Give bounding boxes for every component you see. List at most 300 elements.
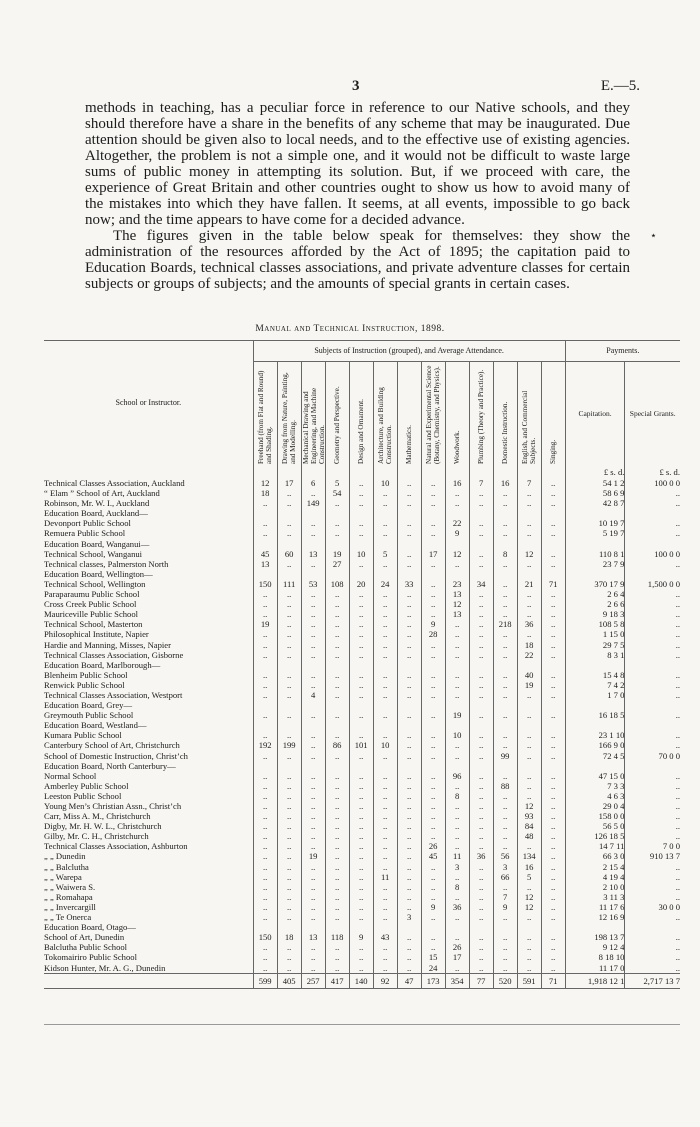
attendance-cell — [493, 660, 517, 670]
attendance-cell: .. — [277, 851, 301, 861]
attendance-cell: .. — [493, 771, 517, 781]
table-row — [44, 488, 680, 498]
attendance-cell: .. — [517, 740, 541, 750]
attendance-cell — [397, 539, 421, 549]
school-name: Digby, Mr. H. W. L., Christchurch — [44, 821, 162, 832]
attendance-cell — [277, 539, 301, 549]
attendance-cell: .. — [421, 478, 445, 488]
units-spacer — [421, 466, 445, 478]
school-name: Robinson, Mr. W. I., Auckland — [44, 498, 150, 509]
attendance-cell: .. — [373, 902, 397, 912]
paragraph: methods in teaching, has a peculiar force in reference to our Native schools, and they should therefore have a share in the benefits of any scheme that may be inaugurated. Due attention should be given also to local needs, and to the effective use of existing agencies. Altogether, the problem is not a simple one, and it would not be difficult to waste large sums of public money in attempting its solution. But, if we proceed with care, the experience of Great Britain and other countries ought to show us how to avoid many of the mistakes into which they have fallen. It seems, at all events, impossible to go back now; and the time appears to have come for a decided advance. — [85, 100, 630, 228]
attendance-cell: .. — [469, 528, 493, 538]
attendance-cell: .. — [517, 882, 541, 892]
attendance-cell: .. — [301, 942, 325, 952]
attendance-cell: .. — [445, 680, 469, 690]
attendance-cell: .. — [397, 862, 421, 872]
attendance-cell: .. — [493, 932, 517, 942]
attendance-cell: .. — [541, 801, 565, 811]
attendance-cell — [541, 660, 565, 670]
attendance-cell: 8 — [493, 549, 517, 559]
attendance-cell: 10 — [445, 730, 469, 740]
attendance-cell: .. — [469, 730, 493, 740]
units-row — [44, 466, 680, 478]
attendance-cell: .. — [373, 589, 397, 599]
units-spacer — [349, 466, 373, 478]
capitation-cell — [565, 508, 625, 518]
attendance-cell: .. — [349, 801, 373, 811]
attendance-cell — [541, 761, 565, 771]
attendance-cell — [301, 761, 325, 771]
attendance-cell: .. — [421, 488, 445, 498]
attendance-cell: .. — [397, 932, 421, 942]
attendance-cell: .. — [301, 963, 325, 974]
school-name: Gilby, Mr. C. H., Christchurch — [44, 831, 149, 842]
attendance-cell: .. — [253, 751, 277, 761]
attendance-cell: .. — [277, 710, 301, 720]
attendance-cell: .. — [397, 528, 421, 538]
attendance-cell: 43 — [373, 932, 397, 942]
school-name: Greymouth Public School — [44, 710, 134, 721]
attendance-cell: .. — [445, 781, 469, 791]
table-row — [44, 508, 680, 518]
attendance-cell: .. — [253, 690, 277, 700]
special-grant-cell: .. — [625, 882, 680, 892]
attendance-cell: .. — [373, 690, 397, 700]
bottom-rule — [44, 1024, 680, 1025]
attendance-cell: 5 — [517, 872, 541, 882]
attendance-cell — [469, 569, 493, 579]
units-spacer — [44, 466, 253, 478]
attendance-cell: .. — [397, 640, 421, 650]
attendance-cell — [325, 569, 349, 579]
attendance-cell: .. — [373, 650, 397, 660]
attendance-cell: .. — [325, 862, 349, 872]
attendance-cell: .. — [469, 862, 493, 872]
attendance-cell: .. — [397, 619, 421, 629]
attendance-cell: 10 — [373, 740, 397, 750]
attendance-cell: .. — [541, 912, 565, 922]
school-name: „ „ Balclutha — [44, 861, 89, 872]
attendance-cell: .. — [253, 912, 277, 922]
attendance-cell: .. — [277, 821, 301, 831]
attendance-cell: .. — [253, 599, 277, 609]
attendance-cell: .. — [421, 892, 445, 902]
attendance-cell: 17 — [277, 478, 301, 488]
special-grant-cell: .. — [625, 912, 680, 922]
attendance-cell: .. — [541, 680, 565, 690]
attendance-cell: .. — [253, 942, 277, 952]
attendance-cell: .. — [541, 609, 565, 619]
attendance-cell: .. — [493, 801, 517, 811]
attendance-cell: 9 — [445, 528, 469, 538]
attendance-cell: .. — [517, 942, 541, 952]
attendance-cell: .. — [277, 963, 301, 974]
attendance-cell: .. — [421, 680, 445, 690]
attendance-cell — [421, 761, 445, 771]
attendance-cell — [541, 508, 565, 518]
attendance-cell: .. — [277, 730, 301, 740]
attendance-cell: .. — [469, 751, 493, 761]
table-row — [44, 932, 680, 942]
attendance-cell: .. — [373, 862, 397, 872]
attendance-cell: .. — [349, 963, 373, 974]
attendance-cell — [469, 539, 493, 549]
attendance-cell: 12 — [253, 478, 277, 488]
attendance-cell: 12 — [517, 892, 541, 902]
attendance-cell: 23 — [445, 579, 469, 589]
school-name: Technical School, Wanganui — [44, 548, 143, 559]
attendance-cell: .. — [349, 781, 373, 791]
attendance-cell: .. — [397, 791, 421, 801]
attendance-cell: .. — [325, 912, 349, 922]
attendance-cell: .. — [493, 599, 517, 609]
attendance-cell: .. — [493, 740, 517, 750]
attendance-cell: 13 — [445, 589, 469, 599]
capitation-cell: 10 19 7 — [565, 518, 625, 528]
attendance-cell — [493, 922, 517, 932]
attendance-cell — [253, 508, 277, 518]
attendance-cell: .. — [517, 771, 541, 781]
attendance-cell: .. — [469, 609, 493, 619]
attendance-cell: .. — [301, 650, 325, 660]
attendance-cell: .. — [469, 821, 493, 831]
attendance-cell — [445, 660, 469, 670]
attendance-cell: .. — [421, 771, 445, 781]
attendance-cell — [469, 761, 493, 771]
capitation-cell: 11 17 0 — [565, 963, 625, 974]
attendance-cell: 18 — [277, 932, 301, 942]
capitation-total: 1,918 12 1 — [565, 973, 625, 988]
special-grant-cell: .. — [625, 771, 680, 781]
attendance-cell: 9 — [421, 902, 445, 912]
attendance-cell: .. — [397, 781, 421, 791]
capitation-cell: 5 19 7 — [565, 528, 625, 538]
attendance-cell: .. — [541, 629, 565, 639]
attendance-cell: .. — [277, 771, 301, 781]
units-spacer — [397, 466, 421, 478]
attendance-cell: .. — [301, 589, 325, 599]
attendance-cell: .. — [373, 801, 397, 811]
attendance-cell: .. — [301, 882, 325, 892]
school-name: Young Men’s Christian Assn., Christ’ch — [44, 801, 182, 811]
attendance-cell: .. — [469, 831, 493, 841]
attendance-cell: .. — [253, 831, 277, 841]
attendance-cell: 6 — [301, 478, 325, 488]
table-row — [44, 609, 680, 619]
attendance-cell — [445, 700, 469, 710]
attendance-cell: .. — [541, 640, 565, 650]
attendance-cell: .. — [349, 791, 373, 801]
attendance-cell: .. — [253, 791, 277, 801]
attendance-cell: 12 — [445, 549, 469, 559]
special-grant-cell: .. — [625, 942, 680, 952]
attendance-cell: .. — [349, 872, 373, 882]
attendance-cell: .. — [349, 650, 373, 660]
table-title: Manual and Technical Instruction, 1898. — [255, 324, 445, 334]
attendance-cell: 108 — [325, 579, 349, 589]
capitation-cell: 56 5 0 — [565, 821, 625, 831]
attendance-cell — [349, 700, 373, 710]
attendance-cell: .. — [541, 771, 565, 781]
attendance-cell: 19 — [325, 549, 349, 559]
attendance-cell: .. — [469, 640, 493, 650]
attendance-cell: .. — [325, 781, 349, 791]
attendance-cell: .. — [517, 730, 541, 740]
attendance-cell: .. — [517, 912, 541, 922]
attendance-cell: .. — [325, 518, 349, 528]
attendance-cell: .. — [301, 751, 325, 761]
attendance-cell: 15 — [421, 952, 445, 962]
attendance-cell: .. — [349, 670, 373, 680]
capitation-cell: 14 7 11 — [565, 841, 625, 851]
attendance-cell: .. — [325, 801, 349, 811]
attendance-cell — [349, 508, 373, 518]
attendance-cell — [301, 508, 325, 518]
attendance-cell: .. — [373, 892, 397, 902]
attendance-cell — [349, 922, 373, 932]
school-name: Education Board, Otago— — [44, 922, 136, 933]
attendance-cell: .. — [349, 488, 373, 498]
school-name: „ „ Romahapa — [44, 891, 93, 902]
units-spacer — [517, 466, 541, 478]
attendance-cell: .. — [277, 589, 301, 599]
attendance-cell: .. — [397, 498, 421, 508]
attendance-cell: .. — [517, 781, 541, 791]
attendance-cell: .. — [349, 710, 373, 720]
attendance-cell — [253, 660, 277, 670]
capitation-cell: 16 18 5 — [565, 710, 625, 720]
attendance-cell: .. — [469, 912, 493, 922]
attendance-cell — [373, 569, 397, 579]
attendance-cell — [301, 720, 325, 730]
attendance-cell: .. — [541, 730, 565, 740]
special-grant-cell: .. — [625, 791, 680, 801]
school-name: „ „ Te Onerca — [44, 912, 92, 923]
attendance-cell — [325, 922, 349, 932]
attendance-cell — [277, 660, 301, 670]
attendance-cell: .. — [517, 841, 541, 851]
attendance-cell: .. — [277, 862, 301, 872]
school-name: Tokomairiro Public School — [44, 952, 137, 963]
school-name: Hardie and Manning, Misses, Napier — [44, 639, 171, 650]
special-grant-cell — [625, 508, 680, 518]
attendance-cell: .. — [349, 518, 373, 528]
paragraph: The figures given in the table below speak for themselves: they show the administration of the resources afforded by the Act of 1895; the capitation paid to Education Boards, technical classes associations, and private adventure classes for certain subjects or groups of subjects; and the amounts of special grants in certain cases. — [85, 228, 630, 292]
attendance-cell: .. — [493, 528, 517, 538]
attendance-cell: 13 — [445, 609, 469, 619]
attendance-cell: .. — [469, 599, 493, 609]
total-cell: 92 — [373, 973, 397, 988]
attendance-cell: 12 — [517, 549, 541, 559]
attendance-cell: .. — [421, 872, 445, 882]
attendance-cell: .. — [421, 670, 445, 680]
attendance-cell — [469, 700, 493, 710]
attendance-cell: .. — [373, 751, 397, 761]
attendance-cell: 53 — [301, 579, 325, 589]
school-name: Balclutha Public School — [44, 942, 128, 953]
attendance-cell: .. — [301, 771, 325, 781]
attendance-cell: .. — [397, 771, 421, 781]
attendance-cell: .. — [301, 559, 325, 569]
attendance-cell: .. — [541, 821, 565, 831]
attendance-cell: 18 — [253, 488, 277, 498]
units-spacer — [253, 466, 277, 478]
attendance-cell: .. — [277, 831, 301, 841]
attendance-cell: .. — [493, 952, 517, 962]
attendance-cell: .. — [325, 640, 349, 650]
attendance-cell: .. — [349, 619, 373, 629]
attendance-cell: 10 — [349, 549, 373, 559]
table-row — [44, 599, 680, 609]
attendance-cell: .. — [541, 851, 565, 861]
attendance-cell: .. — [493, 710, 517, 720]
attendance-cell: .. — [493, 831, 517, 841]
special-grant-cell: .. — [625, 862, 680, 872]
total-cell: 257 — [301, 973, 325, 988]
attendance-cell: .. — [325, 841, 349, 851]
attendance-cell: .. — [349, 841, 373, 851]
attendance-cell: .. — [301, 912, 325, 922]
attendance-cell: .. — [301, 599, 325, 609]
attendance-cell — [421, 720, 445, 730]
total-cell: 417 — [325, 973, 349, 988]
attendance-cell: 26 — [421, 841, 445, 851]
attendance-cell: 7 — [493, 892, 517, 902]
attendance-cell: .. — [397, 670, 421, 680]
subject-header: Mechanical Drawing and Engineering, and Machine Construction. — [301, 362, 325, 467]
attendance-cell — [517, 508, 541, 518]
attendance-cell: 16 — [517, 862, 541, 872]
attendance-cell: .. — [541, 690, 565, 700]
attendance-cell — [397, 922, 421, 932]
attendance-cell — [373, 700, 397, 710]
attendance-cell: .. — [301, 811, 325, 821]
attendance-cell: .. — [517, 963, 541, 974]
attendance-cell: .. — [541, 478, 565, 488]
attendance-cell: .. — [373, 882, 397, 892]
attendance-cell: .. — [469, 902, 493, 912]
capitation-cell: 2 6 4 — [565, 589, 625, 599]
special-grant-cell: .. — [625, 640, 680, 650]
attendance-cell: .. — [469, 518, 493, 528]
attendance-cell: .. — [301, 488, 325, 498]
attendance-cell: .. — [253, 640, 277, 650]
attendance-cell: .. — [397, 599, 421, 609]
school-name: „ „ Invercargill — [44, 901, 96, 912]
attendance-cell: .. — [469, 650, 493, 660]
attendance-cell: .. — [277, 912, 301, 922]
attendance-cell: .. — [445, 559, 469, 569]
attendance-cell: .. — [397, 882, 421, 892]
attendance-cell — [325, 761, 349, 771]
capitation-cell: 12 16 9 — [565, 912, 625, 922]
table-row — [44, 730, 680, 740]
attendance-cell: .. — [349, 882, 373, 892]
attendance-cell: .. — [469, 791, 493, 801]
attendance-cell: .. — [421, 710, 445, 720]
attendance-cell — [421, 569, 445, 579]
school-column-header: School or Instructor. — [44, 341, 253, 467]
attendance-cell: .. — [517, 952, 541, 962]
attendance-cell: .. — [517, 488, 541, 498]
attendance-cell: .. — [277, 781, 301, 791]
attendance-cell: .. — [445, 801, 469, 811]
special-grant-cell: .. — [625, 498, 680, 508]
attendance-cell — [277, 700, 301, 710]
attendance-cell: .. — [493, 579, 517, 589]
attendance-cell: .. — [325, 498, 349, 508]
attendance-cell: .. — [373, 680, 397, 690]
special-grant-cell — [625, 660, 680, 670]
attendance-cell: 86 — [325, 740, 349, 750]
attendance-cell: 12 — [517, 801, 541, 811]
attendance-cell: 13 — [301, 932, 325, 942]
attendance-cell — [397, 720, 421, 730]
table-row — [44, 539, 680, 549]
attendance-cell: .. — [373, 831, 397, 841]
attendance-cell: .. — [397, 488, 421, 498]
attendance-cell: .. — [397, 518, 421, 528]
attendance-cell: .. — [541, 599, 565, 609]
attendance-cell: 54 — [325, 488, 349, 498]
attendance-cell: 150 — [253, 932, 277, 942]
attendance-cell: 60 — [277, 549, 301, 559]
school-name: Education Board, Grey— — [44, 700, 133, 711]
attendance-cell: .. — [253, 710, 277, 720]
attendance-cell — [445, 922, 469, 932]
attendance-cell: .. — [469, 801, 493, 811]
attendance-cell: .. — [445, 912, 469, 922]
attendance-cell: .. — [397, 690, 421, 700]
attendance-cell: .. — [397, 841, 421, 851]
attendance-cell: 7 — [469, 478, 493, 488]
attendance-cell: 9 — [421, 619, 445, 629]
attendance-cell: .. — [493, 821, 517, 831]
attendance-cell: 13 — [301, 549, 325, 559]
attendance-cell: .. — [373, 619, 397, 629]
attendance-cell: 16 — [493, 478, 517, 488]
capitation-cell: 3 11 3 — [565, 892, 625, 902]
attendance-cell: .. — [541, 963, 565, 974]
attendance-cell: .. — [445, 821, 469, 831]
table-row — [44, 478, 680, 488]
attendance-cell: 3 — [445, 862, 469, 872]
capitation-cell: 2 10 0 — [565, 882, 625, 892]
school-name: Devonport Public School — [44, 518, 131, 529]
school-name: Education Board, Marlborough— — [44, 659, 161, 670]
attendance-cell: .. — [253, 892, 277, 902]
attendance-cell: .. — [301, 831, 325, 841]
attendance-cell: .. — [541, 559, 565, 569]
attendance-cell: .. — [277, 882, 301, 892]
subject-header: Geometry and Perspective. — [325, 362, 349, 467]
special-grants-total: 2,717 13 7 — [625, 973, 680, 988]
attendance-cell: .. — [301, 730, 325, 740]
special-grant-cell: 100 0 0 — [625, 549, 680, 559]
attendance-cell: .. — [469, 498, 493, 508]
units-spacer — [469, 466, 493, 478]
attendance-cell: .. — [397, 892, 421, 902]
attendance-cell — [397, 700, 421, 710]
attendance-cell: 21 — [517, 579, 541, 589]
attendance-cell: 56 — [493, 851, 517, 861]
attendance-cell — [349, 539, 373, 549]
special-grant-cell: .. — [625, 831, 680, 841]
attendance-cell — [349, 660, 373, 670]
subject-header: Freehand (from Flat and Round) and Shading. — [253, 362, 277, 467]
subject-header: Natural and Experimental Science (Botany, Chemistry, and Physics). — [421, 362, 445, 467]
